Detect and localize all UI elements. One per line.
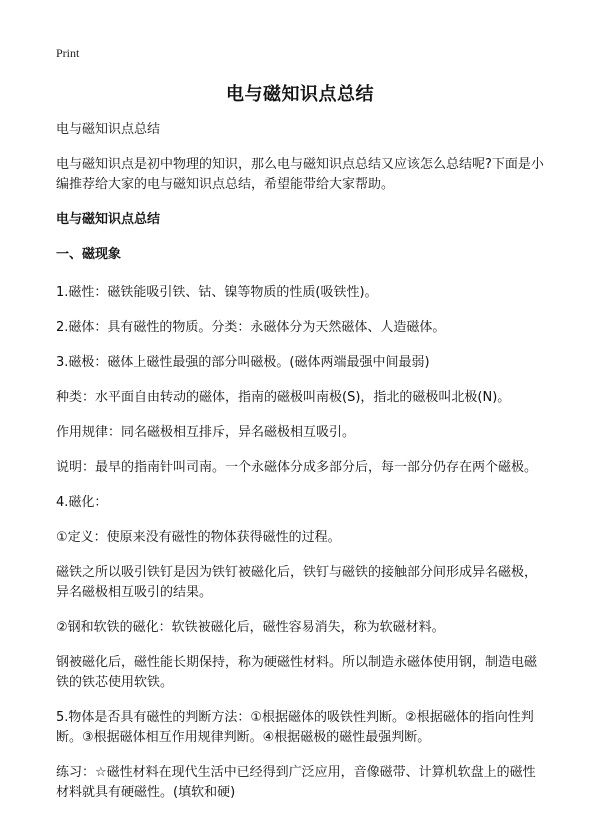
paragraph: 1.磁性：磁铁能吸引铁、钴、镍等物质的性质(吸铁性)。 bbox=[56, 285, 378, 300]
paragraph: ①定义：使原来没有磁性的物体获得磁性的过程。 bbox=[56, 530, 341, 545]
paragraph: 2.磁体：具有磁性的物质。分类：永磁体分为天然磁体、人造磁体。 bbox=[56, 320, 446, 335]
paragraph: 钢被磁化后，磁性能长期保持，称为硬磁性材料。所以制造永磁体使用钢，制造电磁铁的铁芯使用软铁。 bbox=[56, 655, 538, 690]
paragraph: ②钢和软铁的磁化：软铁被磁化后，磁性容易消失，称为软磁材料。 bbox=[56, 620, 445, 635]
subsection-heading: 一、磁现象 bbox=[56, 247, 122, 262]
paragraph: 说明：最早的指南针叫司南。一个永磁体分成多部分后，每一部分仍存在两个磁极。 bbox=[56, 460, 538, 475]
paragraph: 练习：☆磁性材料在现代生活中已经得到广泛应用，音像磁带、计算机软盘上的磁性材料就具有硬磁性。(填软和硬) bbox=[56, 765, 536, 800]
intro-paragraph: 电与磁知识点是初中物理的知识，那么电与磁知识点总结又应该怎么总结呢?下面是小编推荐给大家的电与磁知识点总结，希望能带给大家帮助。 bbox=[56, 157, 544, 192]
subtitle-paragraph: 电与磁知识点总结 bbox=[56, 122, 161, 137]
paragraph: 作用规律：同名磁极相互排斥，异名磁极相互吸引。 bbox=[56, 425, 356, 440]
document-title: 电与磁知识点总结 bbox=[226, 84, 374, 105]
paragraph: 4.磁化： bbox=[56, 495, 108, 510]
section-heading: 电与磁知识点总结 bbox=[56, 212, 161, 227]
paragraph: 5.物体是否具有磁性的判断方法：①根据磁体的吸铁性判断。②根据磁体的指向性判断。③根据磁体相互作用规律判断。④根据磁极的磁性最强判断。 bbox=[56, 710, 534, 745]
paragraph: 磁铁之所以吸引铁钉是因为铁钉被磁化后，铁钉与磁铁的接触部分间形成异名磁极，异名磁极相互吸引的结果。 bbox=[56, 565, 538, 600]
print-label: Print bbox=[56, 46, 80, 60]
paragraph: 3.磁极：磁体上磁性最强的部分叫磁极。(磁体两端最强中间最弱) bbox=[56, 355, 430, 370]
paragraph: 种类：水平面自由转动的磁体，指南的磁极叫南极(S)，指北的磁极叫北极(N)。 bbox=[56, 390, 511, 405]
document-body bbox=[56, 120, 546, 818]
